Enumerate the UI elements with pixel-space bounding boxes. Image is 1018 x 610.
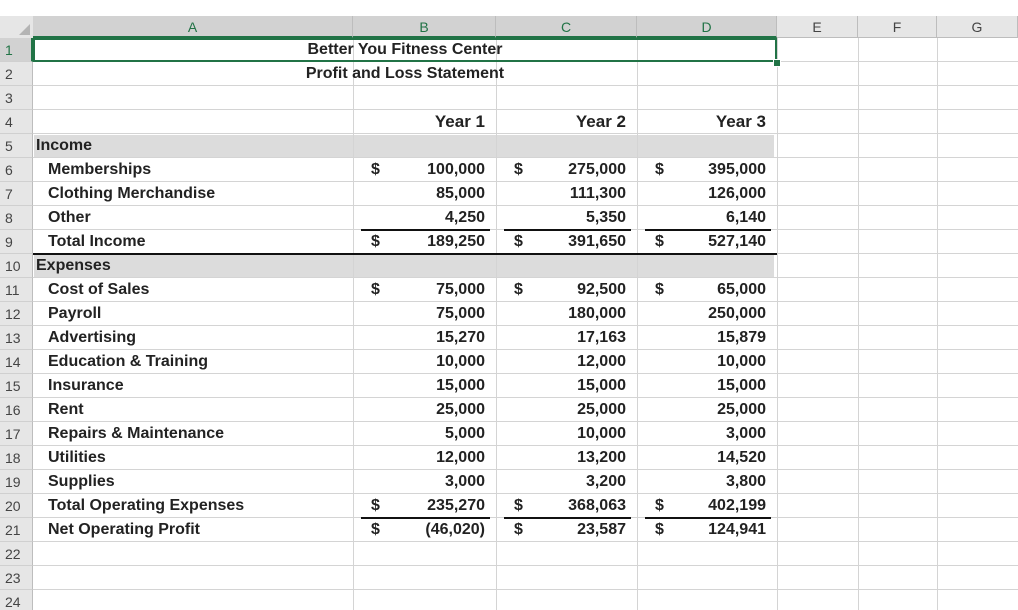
currency-symbol: $: [371, 521, 380, 538]
currency-symbol: $: [514, 161, 523, 178]
sheet-title[interactable]: Better You Fitness Center: [307, 41, 503, 58]
value-cell[interactable]: 124,941: [708, 521, 766, 538]
value-cell[interactable]: 527,140: [708, 233, 766, 250]
expense-line-label[interactable]: Cost of Sales: [48, 281, 150, 298]
value-cell[interactable]: 75,000: [436, 305, 485, 322]
row-header-11[interactable]: 11: [0, 278, 33, 302]
currency-symbol: $: [655, 521, 664, 538]
total-income-label[interactable]: Total Income: [48, 233, 146, 250]
value-cell[interactable]: 15,879: [717, 329, 766, 346]
row-header-23[interactable]: 23: [0, 566, 33, 590]
value-cell[interactable]: 3,200: [585, 473, 626, 490]
selected-range[interactable]: [33, 38, 777, 62]
value-cell[interactable]: 15,000: [436, 377, 485, 394]
expense-line-label[interactable]: Advertising: [48, 329, 137, 346]
value-cell[interactable]: 15,000: [717, 377, 766, 394]
row-header-8[interactable]: 8: [0, 206, 33, 230]
row-header-5[interactable]: 5: [0, 134, 33, 158]
expense-line-label[interactable]: Supplies: [48, 473, 115, 490]
row-header-24[interactable]: 24: [0, 590, 33, 610]
row-header-22[interactable]: 22: [0, 542, 33, 566]
value-cell[interactable]: 189,250: [427, 233, 485, 250]
income-line-label[interactable]: Memberships: [48, 161, 152, 178]
currency-symbol: $: [371, 281, 380, 298]
column-header-e[interactable]: E: [777, 16, 858, 38]
expense-line-label[interactable]: Insurance: [48, 377, 124, 394]
value-cell[interactable]: 395,000: [708, 161, 766, 178]
value-cell[interactable]: 250,000: [708, 305, 766, 322]
currency-symbol: $: [514, 497, 523, 514]
expense-line-label[interactable]: Payroll: [48, 305, 102, 322]
row-header-1[interactable]: 1: [0, 38, 33, 62]
column-header-d[interactable]: D: [637, 16, 777, 38]
row-header-9[interactable]: 9: [0, 230, 33, 254]
income-line-label[interactable]: Clothing Merchandise: [48, 185, 216, 202]
value-cell[interactable]: 17,163: [577, 329, 626, 346]
value-cell[interactable]: 5,000: [444, 425, 485, 442]
row-header-18[interactable]: 18: [0, 446, 33, 470]
fill-handle[interactable]: [773, 59, 781, 67]
currency-symbol: $: [371, 497, 380, 514]
value-cell[interactable]: 180,000: [568, 305, 626, 322]
column-header-a[interactable]: A: [33, 16, 353, 38]
column-gridline: [777, 38, 778, 610]
value-cell[interactable]: 65,000: [717, 281, 766, 298]
row-header-10[interactable]: 10: [0, 254, 33, 278]
expense-line-label[interactable]: Education & Training: [48, 353, 209, 370]
row-header-6[interactable]: 6: [0, 158, 33, 182]
value-cell[interactable]: 100,000: [427, 161, 485, 178]
value-cell[interactable]: 15,000: [577, 377, 626, 394]
row-gridline: [33, 589, 1018, 590]
value-cell[interactable]: 126,000: [708, 185, 766, 202]
column-header-g[interactable]: G: [937, 16, 1018, 38]
currency-symbol: $: [514, 233, 523, 250]
value-cell[interactable]: 402,199: [708, 497, 766, 514]
total-expenses-label[interactable]: Total Operating Expenses: [48, 497, 245, 514]
currency-symbol: $: [371, 161, 380, 178]
value-cell[interactable]: 5,350: [585, 209, 626, 226]
value-cell[interactable]: 275,000: [568, 161, 626, 178]
formula-bar-area: [0, 0, 1018, 16]
currency-symbol: $: [514, 521, 523, 538]
income-line-label[interactable]: Other: [48, 209, 91, 226]
value-cell[interactable]: 3,000: [725, 425, 766, 442]
value-cell[interactable]: 12,000: [436, 449, 485, 466]
currency-symbol: $: [655, 161, 664, 178]
column-header-f[interactable]: F: [858, 16, 937, 38]
select-all-triangle-icon: [19, 24, 30, 35]
value-cell[interactable]: 25,000: [436, 401, 485, 418]
value-cell[interactable]: 235,270: [427, 497, 485, 514]
currency-symbol: $: [655, 497, 664, 514]
value-cell[interactable]: 23,587: [577, 521, 626, 538]
sheet-subtitle[interactable]: Profit and Loss Statement: [305, 65, 505, 82]
row-header-19[interactable]: 19: [0, 470, 33, 494]
column-header-c[interactable]: C: [496, 16, 637, 38]
expense-line-label[interactable]: Utilities: [48, 449, 106, 466]
value-cell[interactable]: 391,650: [568, 233, 626, 250]
currency-symbol: $: [514, 281, 523, 298]
value-cell[interactable]: 4,250: [444, 209, 485, 226]
section-expenses-label[interactable]: Expenses: [36, 257, 111, 274]
year-header[interactable]: Year 3: [715, 112, 766, 131]
currency-symbol: $: [655, 233, 664, 250]
value-cell[interactable]: 10,000: [717, 353, 766, 370]
row-header-15[interactable]: 15: [0, 374, 33, 398]
value-cell[interactable]: 92,500: [577, 281, 626, 298]
row-header-2[interactable]: 2: [0, 62, 33, 86]
column-header-b[interactable]: B: [353, 16, 496, 38]
value-cell[interactable]: 3,800: [725, 473, 766, 490]
currency-symbol: $: [655, 281, 664, 298]
row-header-17[interactable]: 17: [0, 422, 33, 446]
row-header-21[interactable]: 21: [0, 518, 33, 542]
value-cell[interactable]: 12,000: [577, 353, 626, 370]
value-cell[interactable]: 15,270: [436, 329, 485, 346]
expense-line-label[interactable]: Repairs & Maintenance: [48, 425, 225, 442]
value-cell[interactable]: 10,000: [436, 353, 485, 370]
value-cell[interactable]: 13,200: [577, 449, 626, 466]
row-header-7[interactable]: 7: [0, 182, 33, 206]
value-cell[interactable]: 14,520: [717, 449, 766, 466]
row-header-4[interactable]: 4: [0, 110, 33, 134]
value-cell[interactable]: 25,000: [717, 401, 766, 418]
value-cell[interactable]: 3,000: [444, 473, 485, 490]
expense-line-label[interactable]: Rent: [48, 401, 84, 418]
value-cell[interactable]: 85,000: [436, 185, 485, 202]
net-profit-label[interactable]: Net Operating Profit: [48, 521, 201, 538]
row-header-20[interactable]: 20: [0, 494, 33, 518]
row-header-3[interactable]: 3: [0, 86, 33, 110]
row-header-13[interactable]: 13: [0, 326, 33, 350]
value-cell[interactable]: 10,000: [577, 425, 626, 442]
value-cell[interactable]: 75,000: [436, 281, 485, 298]
value-cell[interactable]: (46,020): [425, 521, 485, 538]
column-gridline: [858, 38, 859, 610]
row-header-14[interactable]: 14: [0, 350, 33, 374]
select-all-corner[interactable]: [0, 16, 34, 39]
row-header-16[interactable]: 16: [0, 398, 33, 422]
value-cell[interactable]: 111,300: [569, 185, 626, 202]
value-cell[interactable]: 6,140: [725, 209, 766, 226]
year-header[interactable]: Year 2: [575, 112, 626, 131]
row-header-12[interactable]: 12: [0, 302, 33, 326]
year-header[interactable]: Year 1: [434, 112, 485, 131]
currency-symbol: $: [371, 233, 380, 250]
value-cell[interactable]: 368,063: [568, 497, 626, 514]
row-gridline: [33, 565, 1018, 566]
value-cell[interactable]: 25,000: [577, 401, 626, 418]
section-income-label[interactable]: Income: [36, 137, 93, 154]
column-gridline: [937, 38, 938, 610]
